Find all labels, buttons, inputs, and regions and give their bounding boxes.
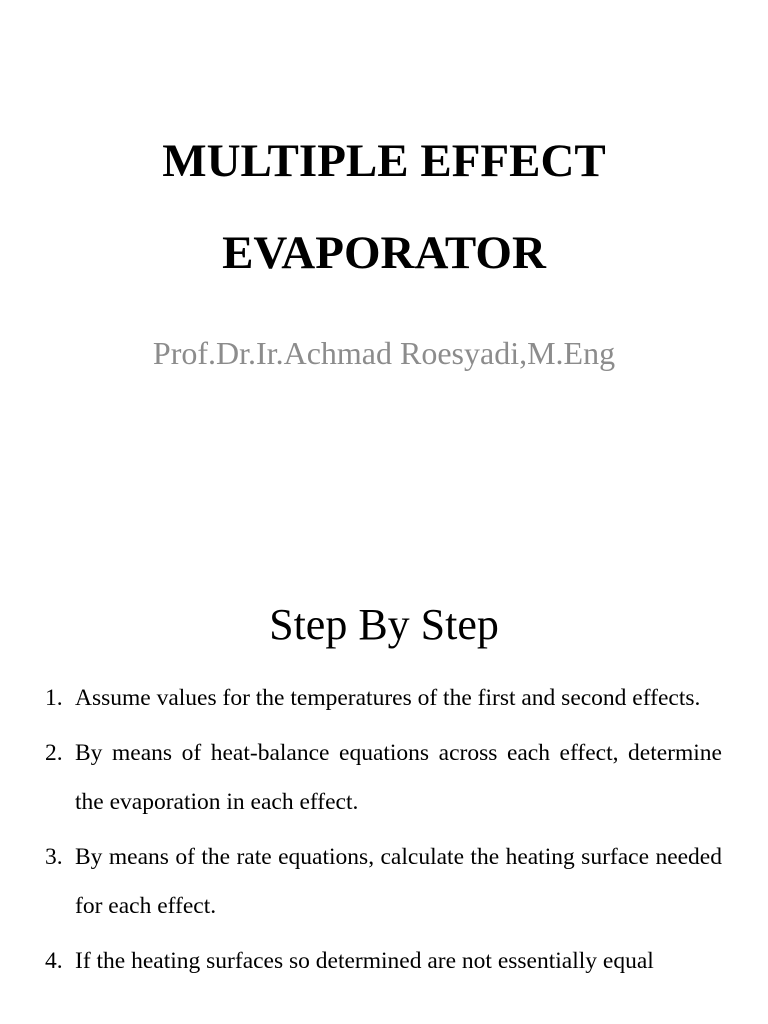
step-text: Assume values for the temperatures of the first and second effects. xyxy=(75,685,701,711)
step-number: 3. xyxy=(45,844,63,870)
list-item xyxy=(45,729,722,827)
slide-title-line-2: EVAPORATOR xyxy=(222,227,546,279)
list-item xyxy=(45,833,722,931)
slide-title-line-1: MULTIPLE EFFECT xyxy=(162,135,606,187)
list-item xyxy=(45,674,722,723)
steps-list xyxy=(45,674,722,992)
step-text: By means of the rate equations, calculate the heating surface needed for each effect. xyxy=(75,844,722,919)
step-text: By means of heat-balance equations across each effect, determine the evaporation in each effect. xyxy=(75,740,722,815)
step-number: 1. xyxy=(45,685,63,711)
list-item xyxy=(45,937,722,986)
step-number: 2. xyxy=(45,740,63,766)
author-name: Prof.Dr.Ir.Achmad Roesyadi,M.Eng xyxy=(152,335,616,371)
step-number: 4. xyxy=(45,948,63,974)
step-text: If the heating surfaces so determined are not essentially equal xyxy=(75,948,654,974)
section-heading: Step By Step xyxy=(269,600,499,649)
